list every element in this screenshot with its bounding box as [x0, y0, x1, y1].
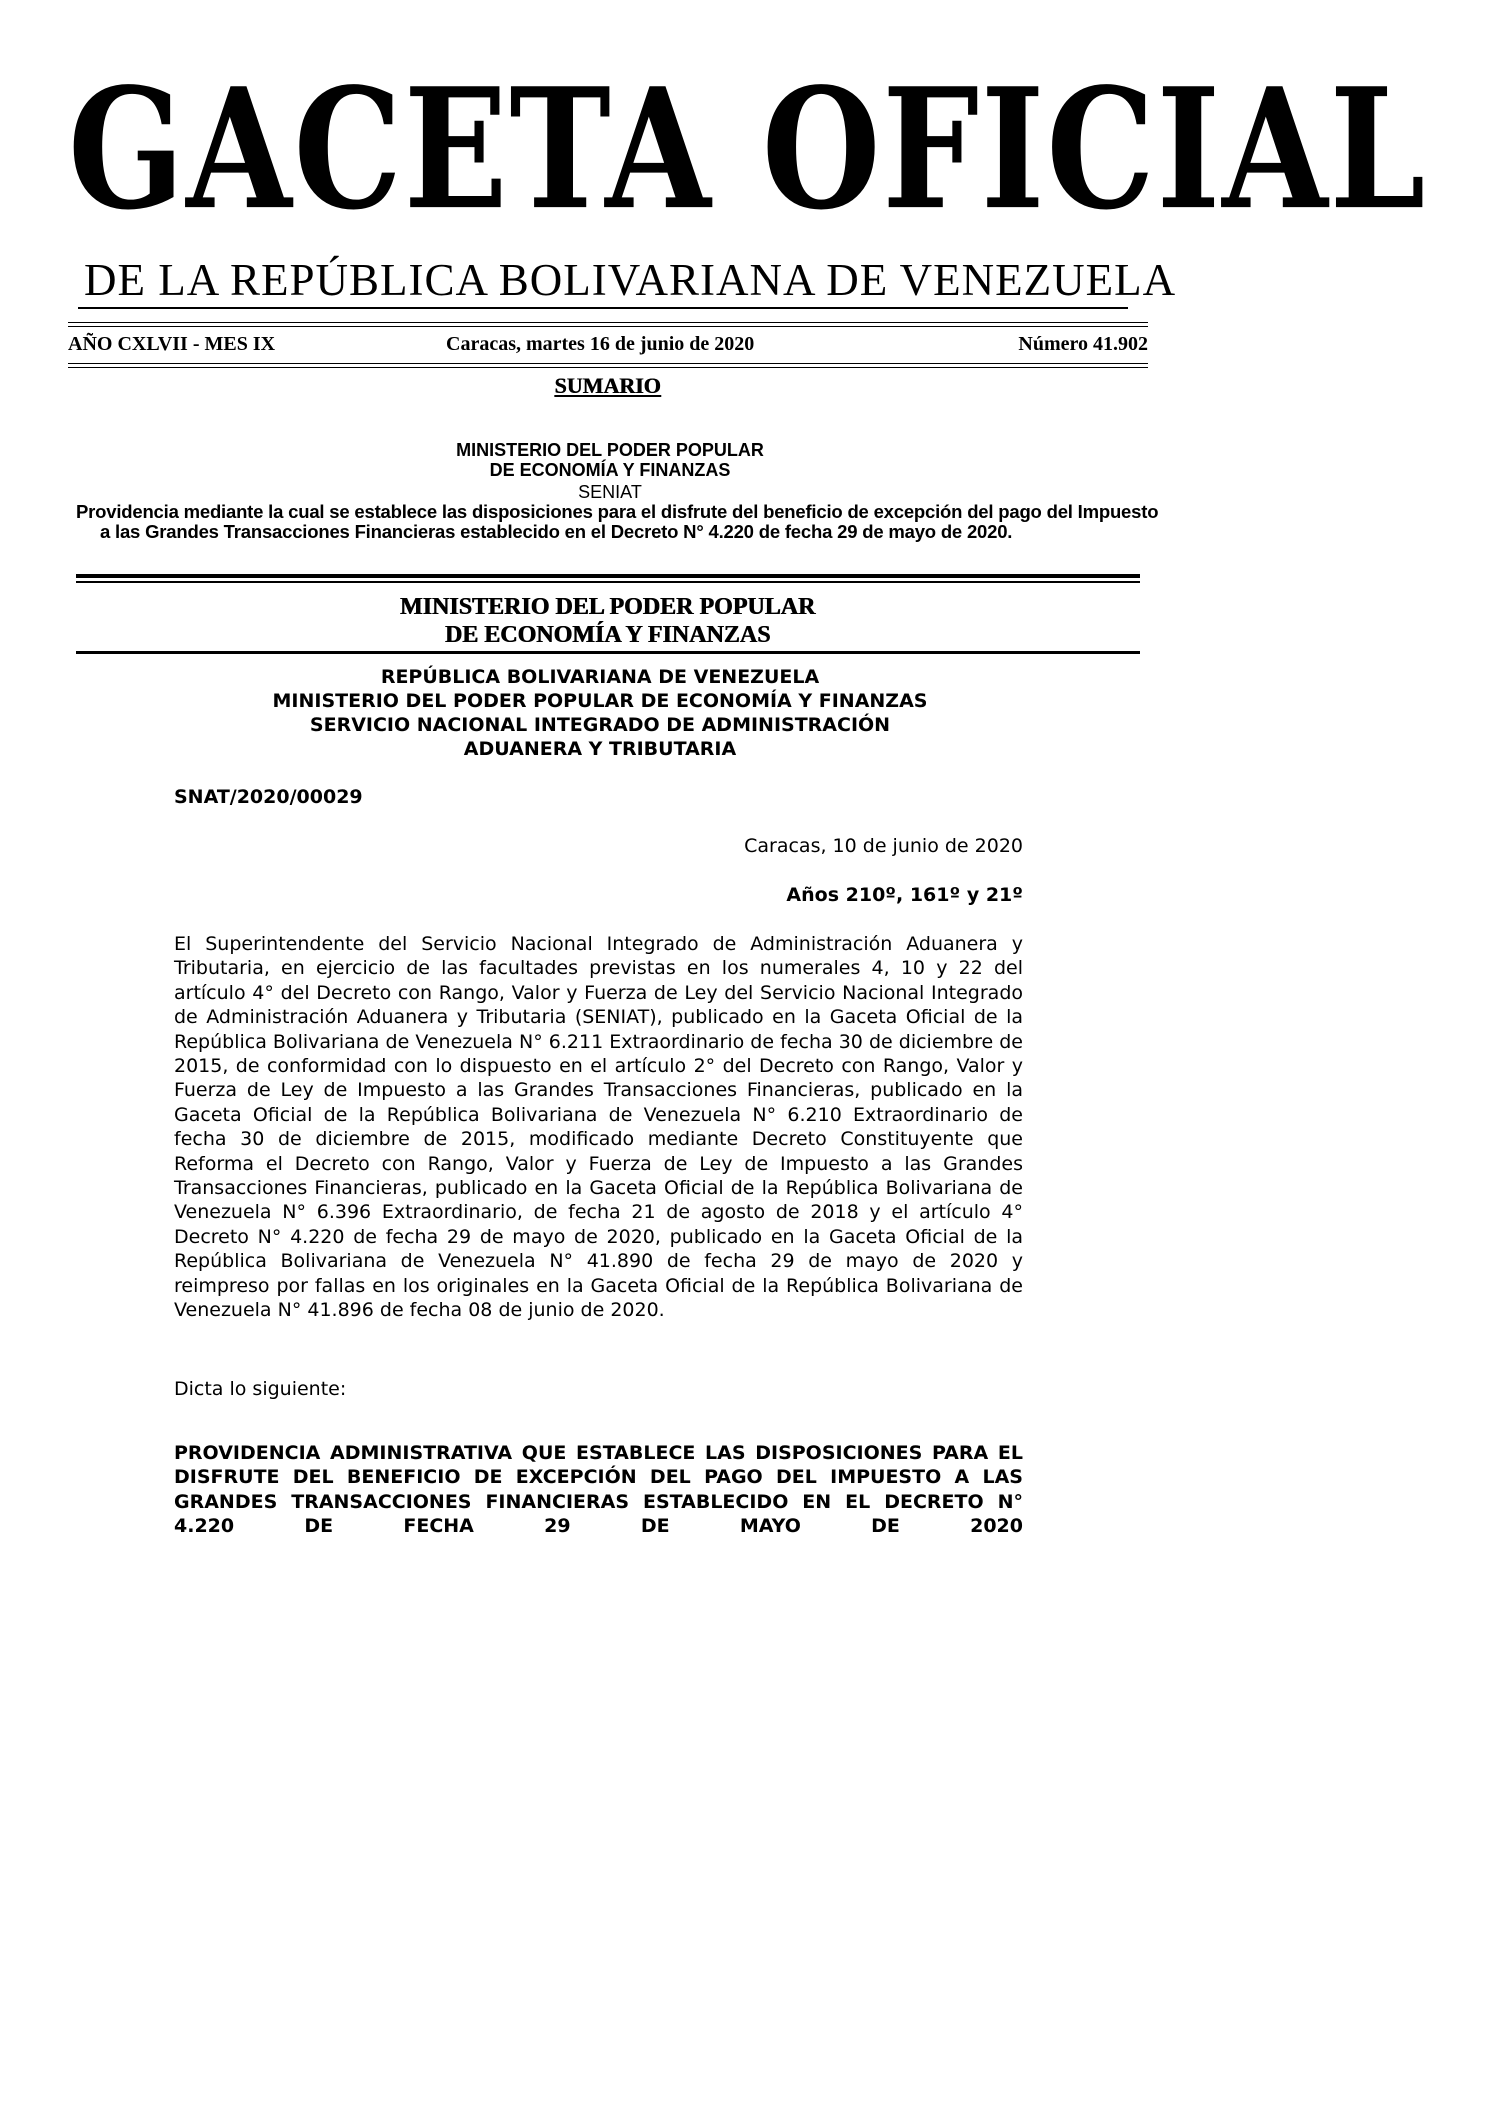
document-header-line1: REPÚBLICA BOLIVARIANA DE VENEZUELA [380, 666, 820, 688]
summary-ministry-line1: MINISTERIO DEL PODER POPULAR [456, 440, 764, 460]
issue-top-rule-2 [68, 326, 1148, 327]
document-header [0, 665, 1200, 761]
summary-end-rule-2 [76, 581, 1140, 583]
providencia-title: PROVIDENCIA ADMINISTRATIVA QUE ESTABLECE LAS DISPOSICIONES PARA EL DISFRUTE DEL BENEFICIO DE EXCEPCIÓN DEL PAGO DEL IMPUESTO A LAS GRANDES TRANSACCIONES FINANCIERAS ESTABLECIDO EN EL DECRETO N° 4.220 DE FECHA 29 DE MAYO DE 2020 [174, 1442, 1023, 1538]
summary-ministry-line2: DE ECONOMÍA Y FINANZAS [489, 460, 731, 480]
summary-entry: Providencia mediante la cual se establece las disposiciones para el disfrute del beneficio de excepción del pago del Impuesto a las Grandes Transacciones Financieras establecido en el Decreto N° 4.220 de fecha 29 de mayo de 2020. [76, 501, 1159, 542]
issue-place-date: Caracas, martes 16 de junio de 2020 [446, 333, 755, 355]
document-dicta: Dicta lo siguiente: [174, 1378, 347, 1400]
section-title-line2: DE ECONOMÍA Y FINANZAS [444, 622, 771, 648]
masthead-title: GACETA OFICIAL [68, 51, 1428, 247]
issue-top-rule [68, 322, 1148, 323]
summary-end-rule [76, 574, 1140, 578]
document-header-line4: ADUANERA Y TRIBUTARIA [463, 738, 737, 760]
issue-bottom-rule [68, 363, 1148, 364]
issue-bottom-rule-2 [68, 367, 1148, 368]
document-header-line2: MINISTERIO DEL PODER POPULAR DE ECONOMÍA Y FINANZAS [272, 690, 928, 712]
summary-agency: SENIAT [578, 482, 642, 502]
issue-year-month: AÑO CXLVII - MES IX [68, 333, 276, 355]
summary-heading: SUMARIO [554, 373, 661, 398]
section-title [0, 593, 1215, 649]
summary-ministry [0, 440, 1220, 480]
masthead-rule [78, 307, 1128, 309]
issue-number: Número 41.902 [1018, 333, 1148, 355]
document-place-date: Caracas, 10 de junio de 2020 [744, 835, 1023, 857]
document-header-line3: SERVICIO NACIONAL INTEGRADO DE ADMINISTRACIÓN [309, 714, 891, 736]
masthead-subtitle: DE LA REPÚBLICA BOLIVARIANA DE VENEZUELA [84, 255, 1177, 305]
document-code: SNAT/2020/00029 [174, 786, 363, 808]
document-body: El Superintendente del Servicio Nacional Integrado de Administración Aduanera y Tributaria, en ejercicio de las facultades previstas en los numerales 4, 10 y 22 del artículo 4° del Decreto con Rango, Valor y Fuerza de Ley del Servicio Nacional Integrado de Administración Aduanera y Tributaria (SENIAT), publicado en la Gaceta Oficial de la República Bolivariana de Venezuela N° 6.211 Extraordinario de fecha 30 de diciembre de 2015, de conformidad con lo dispuesto en el artículo 2° del Decreto con Rango, Valor y Fuerza de Ley de Impuesto a las Grandes Transacciones Financieras, publicado en la Gaceta Oficial de la República Bolivariana de Venezuela N° 6.210 Extraordinario de fecha 30 de diciembre de 2015, modificado mediante Decreto Constituyente que Reforma el Decreto con Rango, Valor y Fuerza de Ley de Impuesto a las Grandes Transacciones Financieras, publicado en la Gaceta Oficial de la República Bolivariana de Venezuela N° 6.396 Extraordinario, de fecha 21 de agosto de 2018 y el artículo 4° Decreto N° 4.220 de fecha 29 de mayo de 2020, publicado en la Gaceta Oficial de la República Bolivariana de Venezuela N° 41.890 de fecha 29 de mayo de 2020 y reimpreso por fallas en los originales en la Gaceta Oficial de la República Bolivariana de Venezuela N° 41.896 de fecha 08 de junio de 2020. [174, 933, 1023, 1322]
section-rule [76, 651, 1140, 654]
section-title-line1: MINISTERIO DEL PODER POPULAR [399, 594, 816, 620]
document-years: Años 210º, 161º y 21º [786, 884, 1023, 906]
masthead [68, 51, 1428, 305]
